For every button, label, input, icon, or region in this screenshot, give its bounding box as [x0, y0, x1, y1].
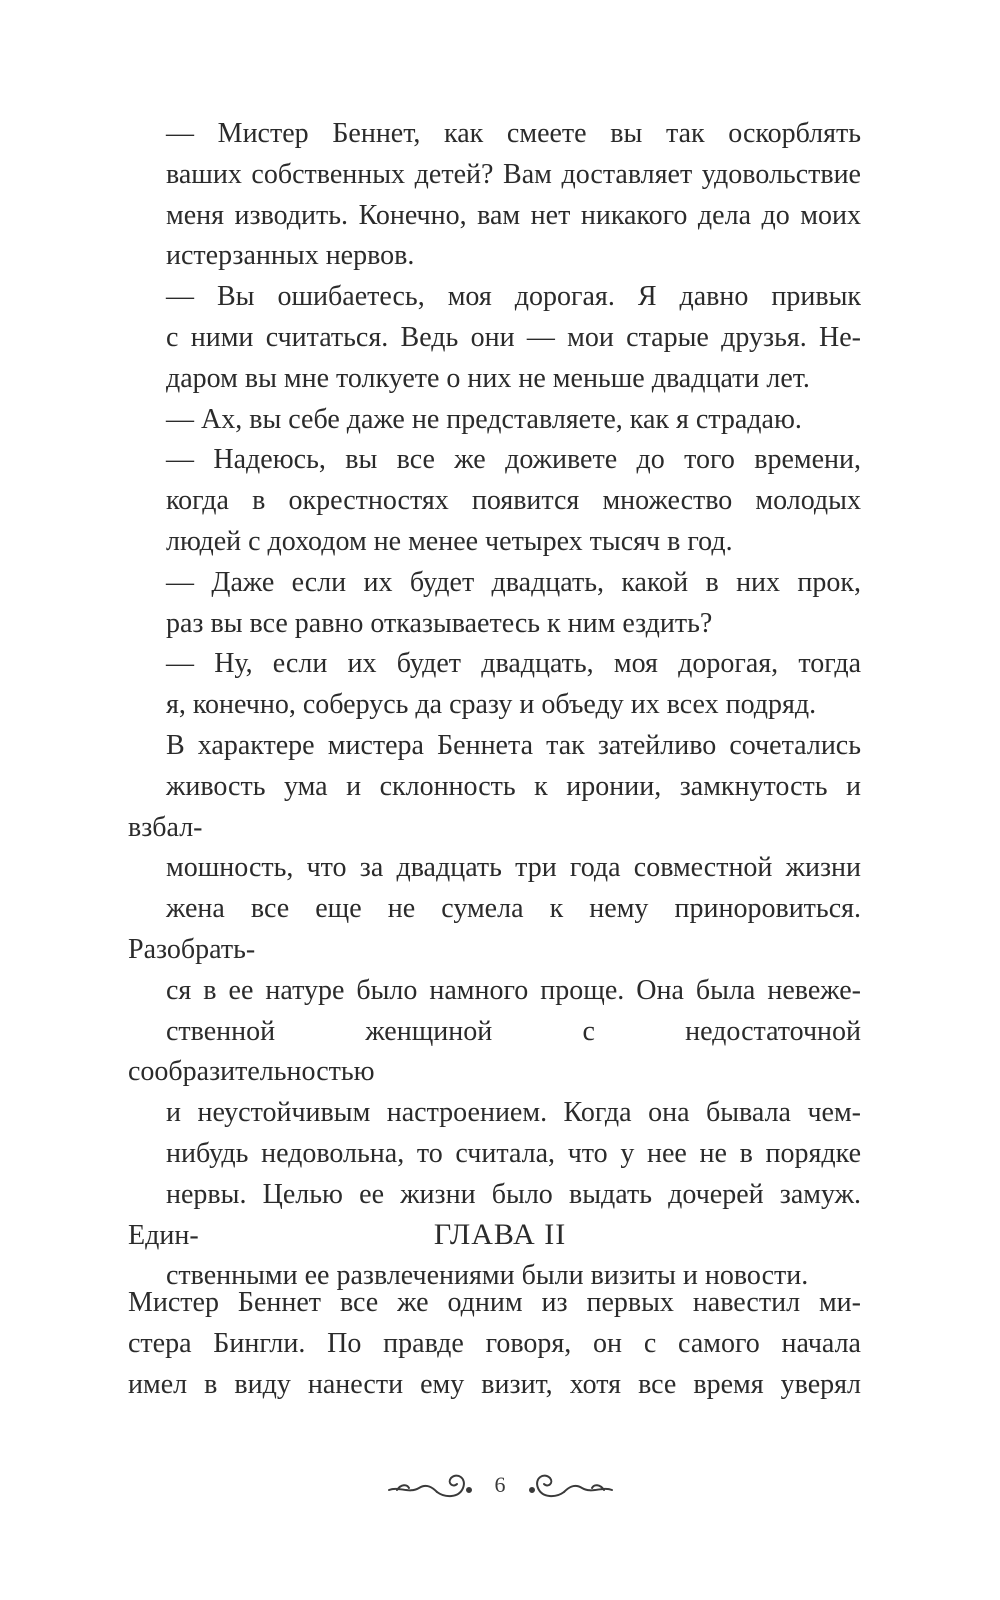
text-line: и неустойчивым настроением. Когда она бывала чем-	[166, 1097, 861, 1129]
text-line: — Мистер Беннет, как смеете вы так оскорблять	[166, 118, 861, 149]
text-line: В характере мистера Беннета так затейливо сочетались	[166, 729, 861, 761]
chapter-heading: ГЛАВА II	[433, 1218, 567, 1251]
paragraph	[128, 277, 861, 399]
paragraph	[128, 1283, 861, 1405]
paragraph	[128, 114, 861, 277]
text-line: ственной женщиной с недостаточной сообразительностью	[128, 1015, 861, 1088]
text-line: стера Бингли. По правде говоря, он с самого начала	[128, 1327, 861, 1359]
text-line: — Ну, если их будет двадцать, моя дорогая, тогда	[166, 648, 861, 680]
text-line: ся в ее натуре было намного проще. Она была невеже-	[166, 974, 861, 1006]
page-footer	[0, 1463, 1000, 1507]
text-line: мошность, что за двадцать три года совместной жизни	[166, 852, 861, 884]
text-line: людей с доходом не менее четырех тысяч в год.	[166, 525, 733, 557]
chapter-text	[128, 1283, 861, 1405]
text-line: жена все еще не сумела к нему приноровиться. Разобрать-	[128, 893, 861, 965]
text-line: ваших собственных детей? Вам доставляет удовольствие	[166, 158, 861, 190]
text-line: — Ах, вы себе даже не представляете, как я страдаю.	[166, 403, 802, 435]
flourish-right-icon	[524, 1468, 614, 1502]
text-line: нервы. Целью ее жизни было выдать дочерей замуж. Един-	[128, 1178, 861, 1251]
text-line: имел в виду нанести ему визит, хотя все время уверял	[128, 1368, 861, 1400]
text-line: меня изводить. Конечно, вам нет никакого дела до моих	[166, 199, 861, 231]
text-line: с ними считаться. Ведь они — мои старые друзья. Не-	[166, 321, 861, 353]
text-line: Мистер Беннет все же одним из первых навестил ми-	[128, 1287, 861, 1318]
text-line: когда в окрестностях появится множество молодых	[166, 485, 861, 517]
text-line: ственными ее развлечениями были визиты и новости.	[166, 1260, 809, 1292]
text-line: нибудь недовольна, то считала, что у нее не в порядке	[166, 1137, 861, 1169]
paragraph	[128, 440, 861, 562]
paragraph	[128, 563, 861, 645]
text-line: даром вы мне толкуете о них не меньше двадцати лет.	[166, 362, 810, 394]
text-line: — Вы ошибаетесь, моя дорогая. Я давно привык	[166, 281, 861, 313]
paragraph	[128, 400, 861, 441]
text-line: истерзанных нервов.	[166, 240, 415, 272]
body-text	[128, 114, 861, 1297]
text-line: раз вы все равно отказываетесь к ним ездить?	[166, 607, 713, 639]
text-line: живость ума и склонность к иронии, замкнутость и взбал-	[128, 770, 861, 843]
text-line: — Надеюсь, вы все же доживете до того времени,	[166, 444, 861, 476]
text-line: — Даже если их будет двадцать, какой в них прок,	[166, 566, 861, 598]
page-number: 6	[494, 1472, 506, 1497]
paragraph	[128, 644, 861, 726]
paragraph	[128, 726, 861, 1297]
text-line: я, конечно, соберусь да сразу и объеду их всех подряд.	[166, 689, 817, 721]
flourish-left-icon	[387, 1468, 477, 1502]
